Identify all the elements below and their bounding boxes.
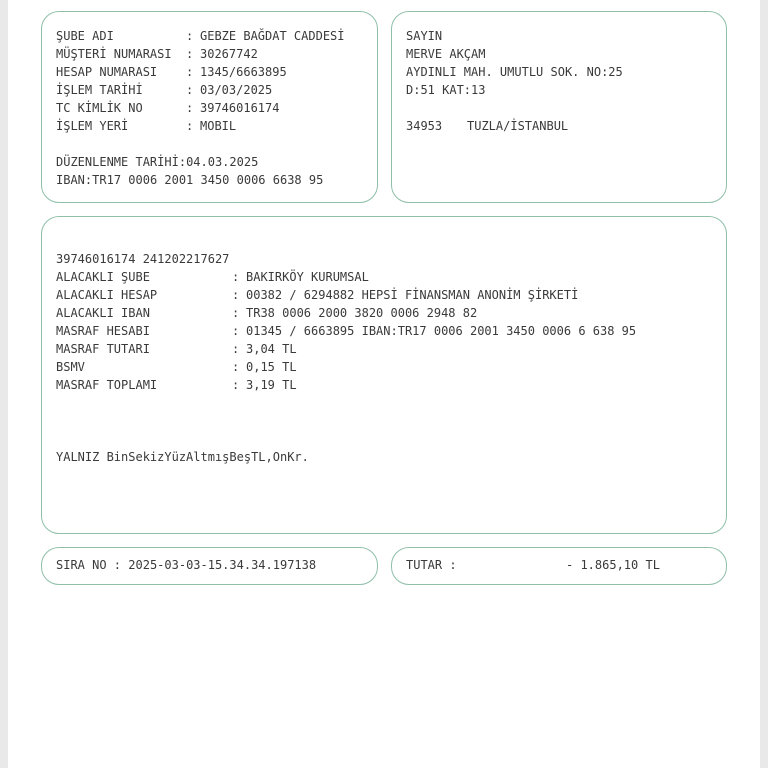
fee-amount-value: 3,04 TL [246,342,297,356]
recipient-name: MERVE AKÇAM [406,47,486,61]
issue-date-value: 04.03.2025 [186,155,259,169]
transaction-place-label: İŞLEM YERİ [56,119,129,133]
total-amount-box [391,547,727,585]
creditor-iban-label: ALACAKLI IBAN [56,306,150,320]
issue-date-row: DÜZENLENME TARİHİ:04.03.2025 [56,155,259,169]
fee-amount-row: MASRAF TUTARI : 3,04 TL [56,342,297,356]
transaction-date-label: İŞLEM TARİHİ [56,83,143,97]
customer-number-row: MÜŞTERİ NUMARASI : 30267742 [56,47,258,61]
fee-total-label: MASRAF TOPLAMI [56,378,158,392]
total-amount-label: TUTAR [406,558,443,572]
bsmv-value: 0,15 TL [246,360,297,374]
reference-number: 39746016174 241202217627 [56,252,230,266]
transaction-date-row: İŞLEM TARİHİ : 03/03/2025 [56,83,273,97]
tc-id-row: TC KİMLİK NO : 39746016174 [56,101,280,115]
iban-value: TR17 0006 2001 3450 0006 6638 95 [92,173,324,187]
creditor-iban-value: TR38 0006 2000 3820 0006 2948 82 [246,306,478,320]
sequence-number-label: SIRA NO [56,558,107,572]
account-number-label: HESAP NUMARASI [56,65,158,79]
creditor-account-value: 00382 / 6294882 HEPSİ FİNANSMAN ANONİM ŞİRKETİ [246,288,579,302]
sequence-number-row: SIRA NO : 2025-03-03-15.34.34.197138 [56,558,317,572]
amount-in-words: YALNIZ BinSekizYüzAltmışBeşTL,OnKr. [56,450,309,464]
account-info-box [41,11,378,203]
transaction-place-row: İŞLEM YERİ : MOBIL [56,119,237,133]
customer-number-value: 30267742 [200,47,258,61]
receipt-page [8,0,760,768]
bsmv-label: BSMV [56,360,85,374]
address-door: D:51 KAT:13 [406,83,486,97]
branch-name-value: GEBZE BAĞDAT CADDESİ [200,29,345,43]
address-city-row [406,117,569,135]
fee-amount-label: MASRAF TUTARI [56,342,150,356]
iban-label: IBAN [56,173,85,187]
transaction-place-value: MOBIL [200,119,237,133]
branch-name-row: ŞUBE ADI : GEBZE BAĞDAT CADDESİ [56,29,345,43]
fee-account-label: MASRAF HESABI [56,324,150,338]
customer-number-label: MÜŞTERİ NUMARASI [56,47,172,61]
creditor-iban-row: ALACAKLI IBAN : TR38 0006 2000 3820 0006 2948 82 [56,306,478,320]
creditor-branch-value: BAKIRKÖY KURUMSAL [246,270,369,284]
postal-code: 34953 [406,119,443,133]
fee-account-value: 01345 / 6663895 IBAN:TR17 0006 2001 3450 0006 6 638 95 [246,324,637,338]
address-street: AYDINLI MAH. UMUTLU SOK. NO:25 [406,65,623,79]
issue-date-label: DÜZENLENME TARİHİ [56,155,179,169]
city: TUZLA/İSTANBUL [467,119,569,133]
recipient-address-box [391,11,727,203]
sequence-number-box [41,547,378,585]
fee-total-value: 3,19 TL [246,378,297,392]
total-amount-value: - 1.865,10 TL [566,558,660,572]
transaction-details-box [41,216,727,534]
account-number-row: HESAP NUMARASI : 1345/6663895 [56,65,287,79]
creditor-account-row: ALACAKLI HESAP : 00382 / 6294882 HEPSİ FİNANSMAN ANONİM ŞİRKETİ [56,288,579,302]
creditor-account-label: ALACAKLI HESAP [56,288,158,302]
total-amount-row: TUTAR : - 1.865,10 TL [406,558,660,572]
bsmv-row: BSMV : 0,15 TL [56,360,297,374]
tc-id-label: TC KİMLİK NO [56,101,143,115]
transaction-date-value: 03/03/2025 [200,83,273,97]
sequence-number-value: 2025-03-03-15.34.34.197138 [128,558,317,572]
tc-id-value: 39746016174 [200,101,280,115]
branch-name-label: ŞUBE ADI [56,29,114,43]
iban-row: IBAN:TR17 0006 2001 3450 0006 6638 95 [56,173,324,187]
creditor-branch-label: ALACAKLI ŞUBE [56,270,150,284]
salutation: SAYIN [406,29,443,43]
creditor-branch-row: ALACAKLI ŞUBE : BAKIRKÖY KURUMSAL [56,270,369,284]
account-number-value: 1345/6663895 [200,65,287,79]
fee-account-row: MASRAF HESABI : 01345 / 6663895 IBAN:TR17 0006 2001 3450 0006 6 638 95 [56,324,637,338]
fee-total-row: MASRAF TOPLAMI : 3,19 TL [56,378,297,392]
